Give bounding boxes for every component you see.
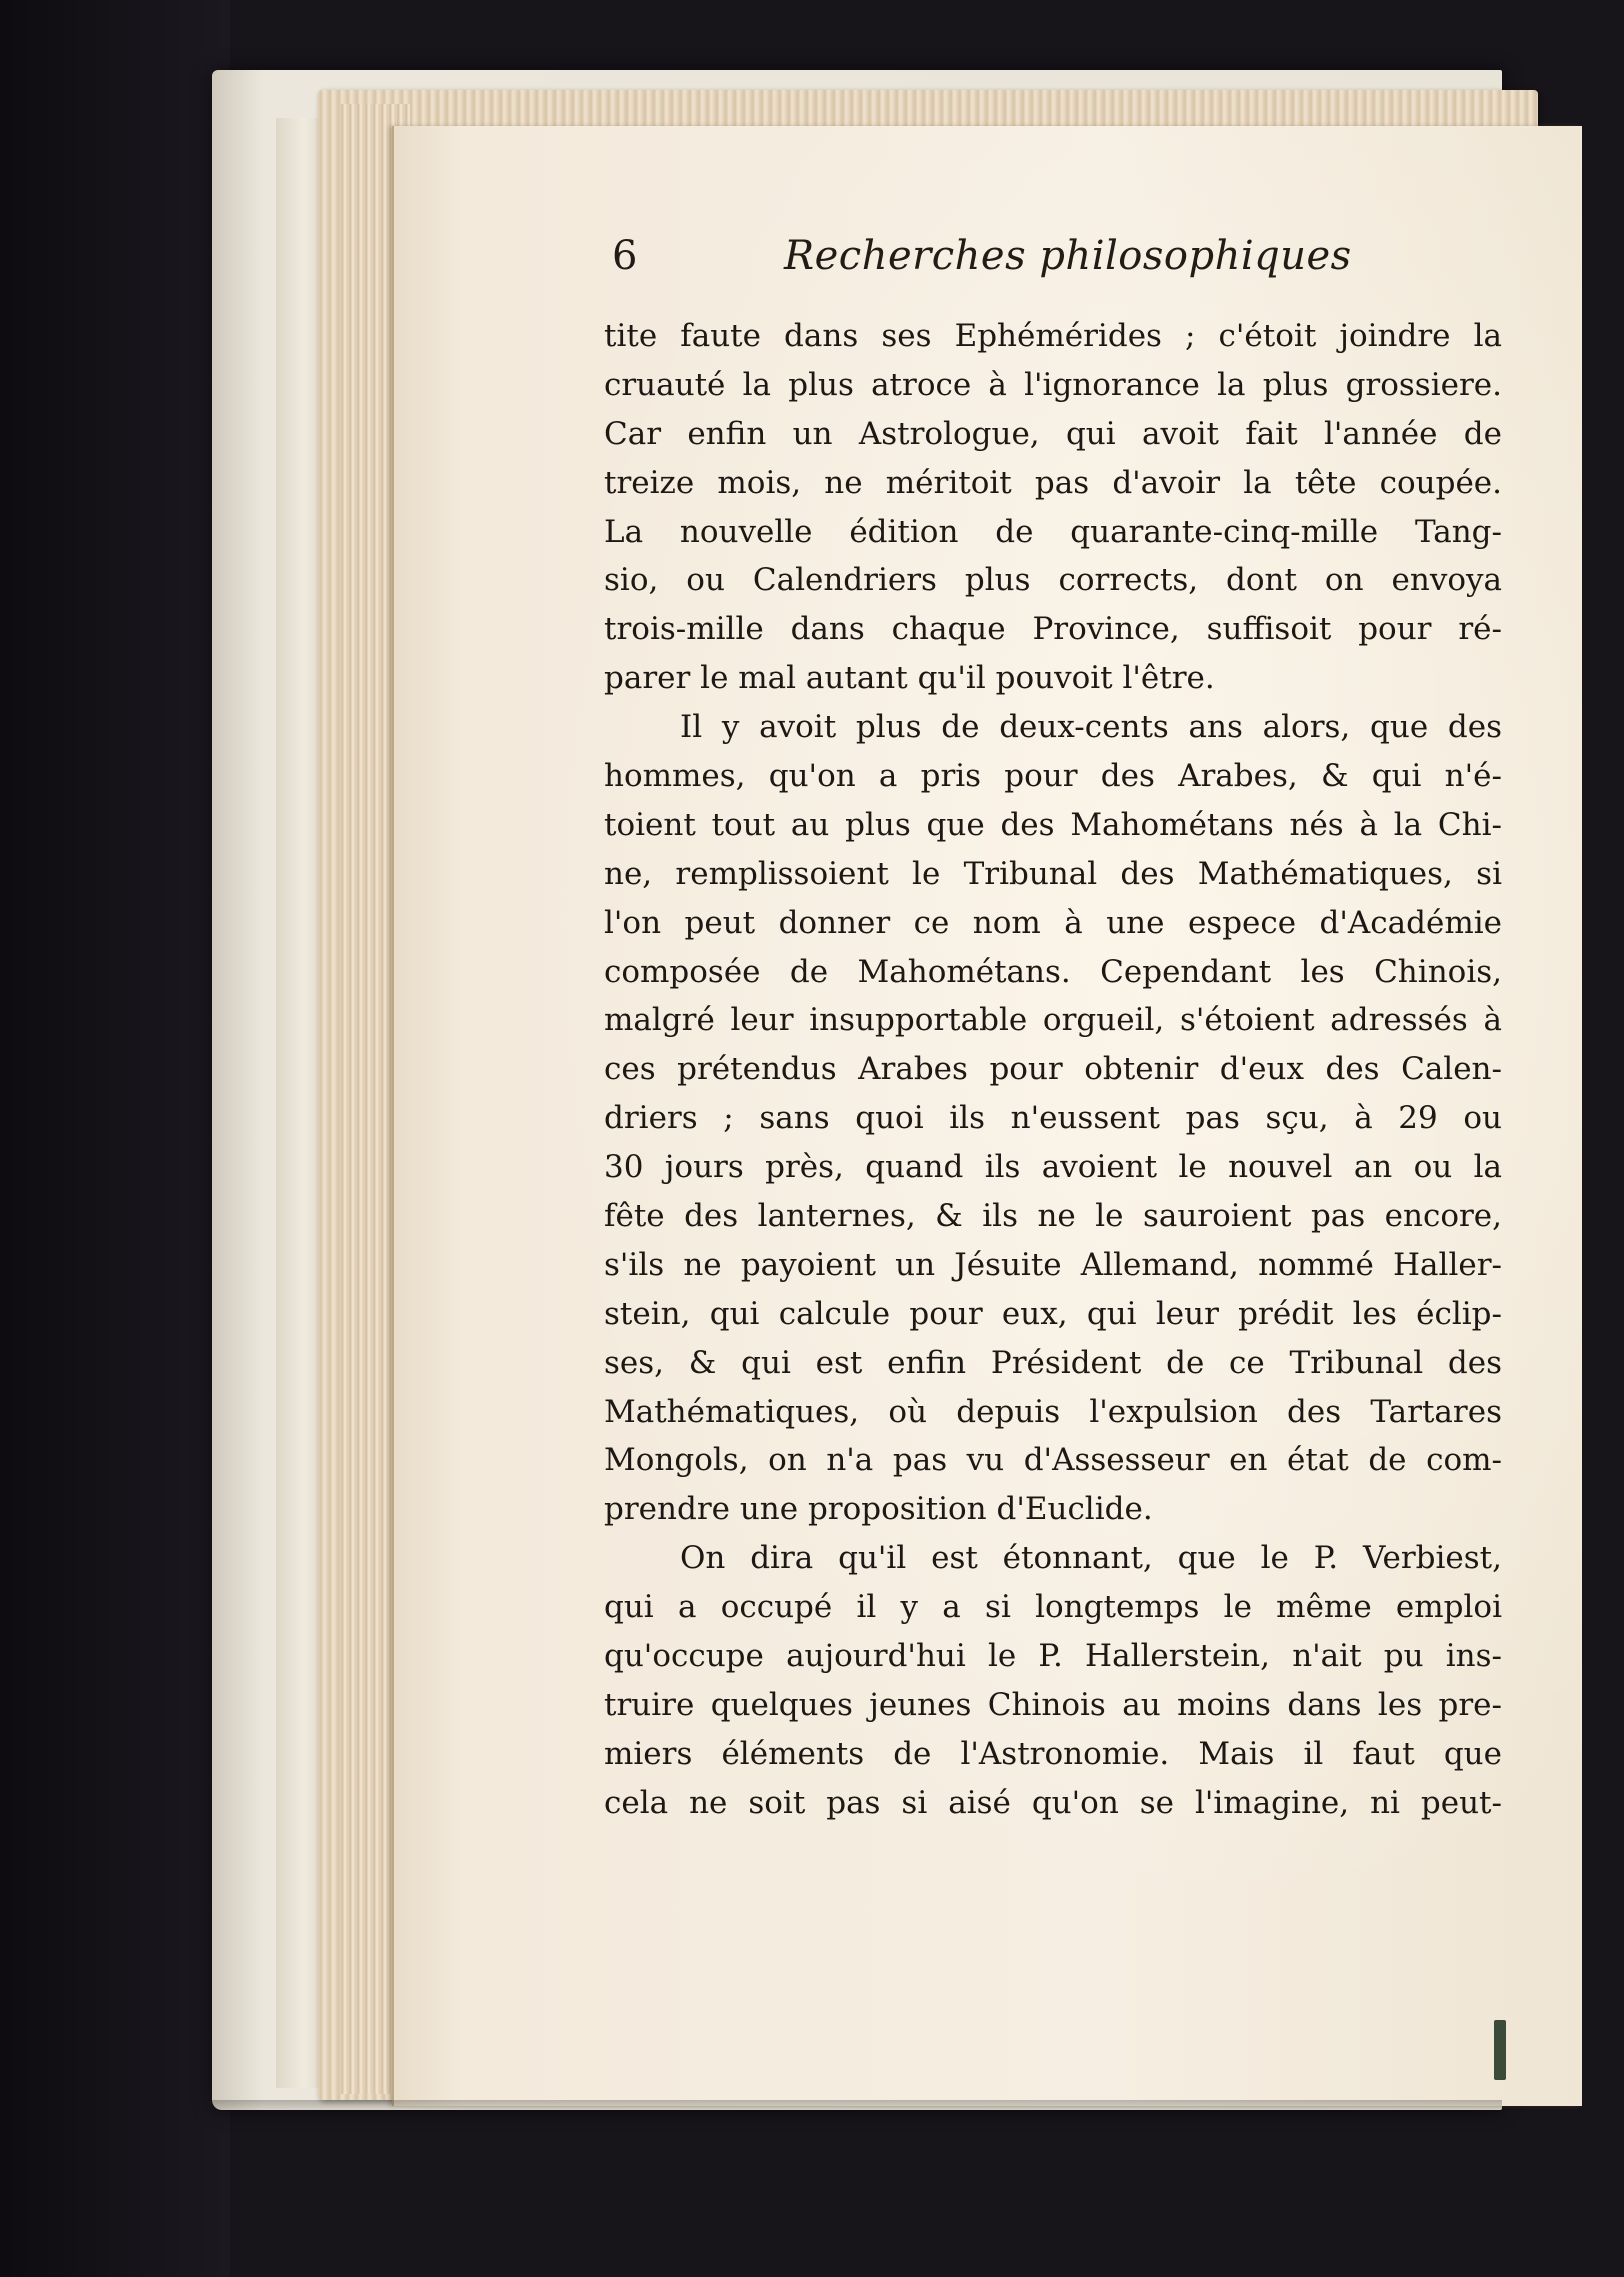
text-line: qui a occupé il y a si longtemps le même emploi (604, 1589, 1502, 1626)
text-line: La nouvelle édition de quarante-cinq-mille Tang- (604, 513, 1502, 550)
page-number: 6 (612, 233, 638, 279)
page-gutter (392, 126, 394, 2106)
text-line: driers ; sans quoi ils n'eussent pas sçu, à 29 ou (604, 1100, 1502, 1137)
text-line: sio, ou Calendriers plus corrects, dont on envoya (604, 562, 1502, 599)
text-line: cruauté la plus atroce à l'ignorance la plus grossiere. (604, 366, 1502, 403)
text-line: l'on peut donner ce nom à une espece d'Académie (604, 904, 1502, 941)
text-line: stein, qui calcule pour eux, qui leur prédit les éclip- (604, 1295, 1502, 1332)
text-line: cela ne soit pas si aisé qu'on se l'imagine, ni peut- (604, 1784, 1502, 1821)
cover-hinge (276, 118, 322, 2088)
text-line: 30 jours près, quand ils avoient le nouvel an ou la (604, 1149, 1502, 1186)
text-line: miers éléments de l'Astronomie. Mais il faut que (604, 1735, 1502, 1772)
text-line: s'ils ne payoient un Jésuite Allemand, nommé Haller- (604, 1246, 1502, 1283)
text-line: truire quelques jeunes Chinois au moins dans les pre- (604, 1686, 1502, 1723)
cover-shadow (212, 2100, 1502, 2116)
body-text (604, 312, 1502, 1828)
text-line: ne, remplissoient le Tribunal des Mathématiques, si (604, 855, 1502, 892)
text-line: Car enfin un Astrologue, qui avoit fait l'année de (604, 415, 1502, 452)
page-header (612, 228, 1372, 288)
text-line: ces prétendus Arabes pour obtenir d'eux des Calen- (604, 1051, 1502, 1088)
text-line: treize mois, ne méritoit pas d'avoir la tête coupée. (604, 464, 1502, 501)
text-line: toient tout au plus que des Mahométans nés à la Chi- (604, 806, 1502, 843)
background (0, 0, 230, 2277)
text-line: trois-mille dans chaque Province, suffisoit pour ré- (604, 611, 1502, 648)
running-head: Recherches philosophiques (784, 233, 1352, 279)
text-line: parer le mal autant qu'il pouvoit l'être. (604, 660, 1215, 697)
text-line: fête des lanternes, & ils ne le sauroient pas encore, (604, 1198, 1502, 1235)
text-line: hommes, qu'on a pris pour des Arabes, & qui n'é- (604, 758, 1502, 795)
text-line: Mongols, on n'a pas vu d'Assesseur en état de com- (604, 1442, 1502, 1479)
text-line: prendre une proposition d'Euclide. (604, 1491, 1153, 1528)
text-line: composée de Mahométans. Cependant les Chinois, (604, 953, 1502, 990)
text-line: qu'occupe aujourd'hui le P. Hallerstein, n'ait pu ins- (604, 1638, 1502, 1675)
text-line: Il y avoit plus de deux-cents ans alors, que des (680, 709, 1502, 746)
cover-corner (1494, 2020, 1506, 2080)
text-line: ses, & qui est enfin Président de ce Tribunal des (604, 1344, 1502, 1381)
text-line: On dira qu'il est étonnant, que le P. Verbiest, (680, 1540, 1502, 1577)
text-line: tite faute dans ses Ephémérides ; c'étoit joindre la (604, 318, 1502, 354)
text-line: malgré leur insupportable orgueil, s'étoient adressés à (604, 1002, 1502, 1039)
text-line: Mathématiques, où depuis l'expulsion des Tartares (604, 1393, 1502, 1430)
